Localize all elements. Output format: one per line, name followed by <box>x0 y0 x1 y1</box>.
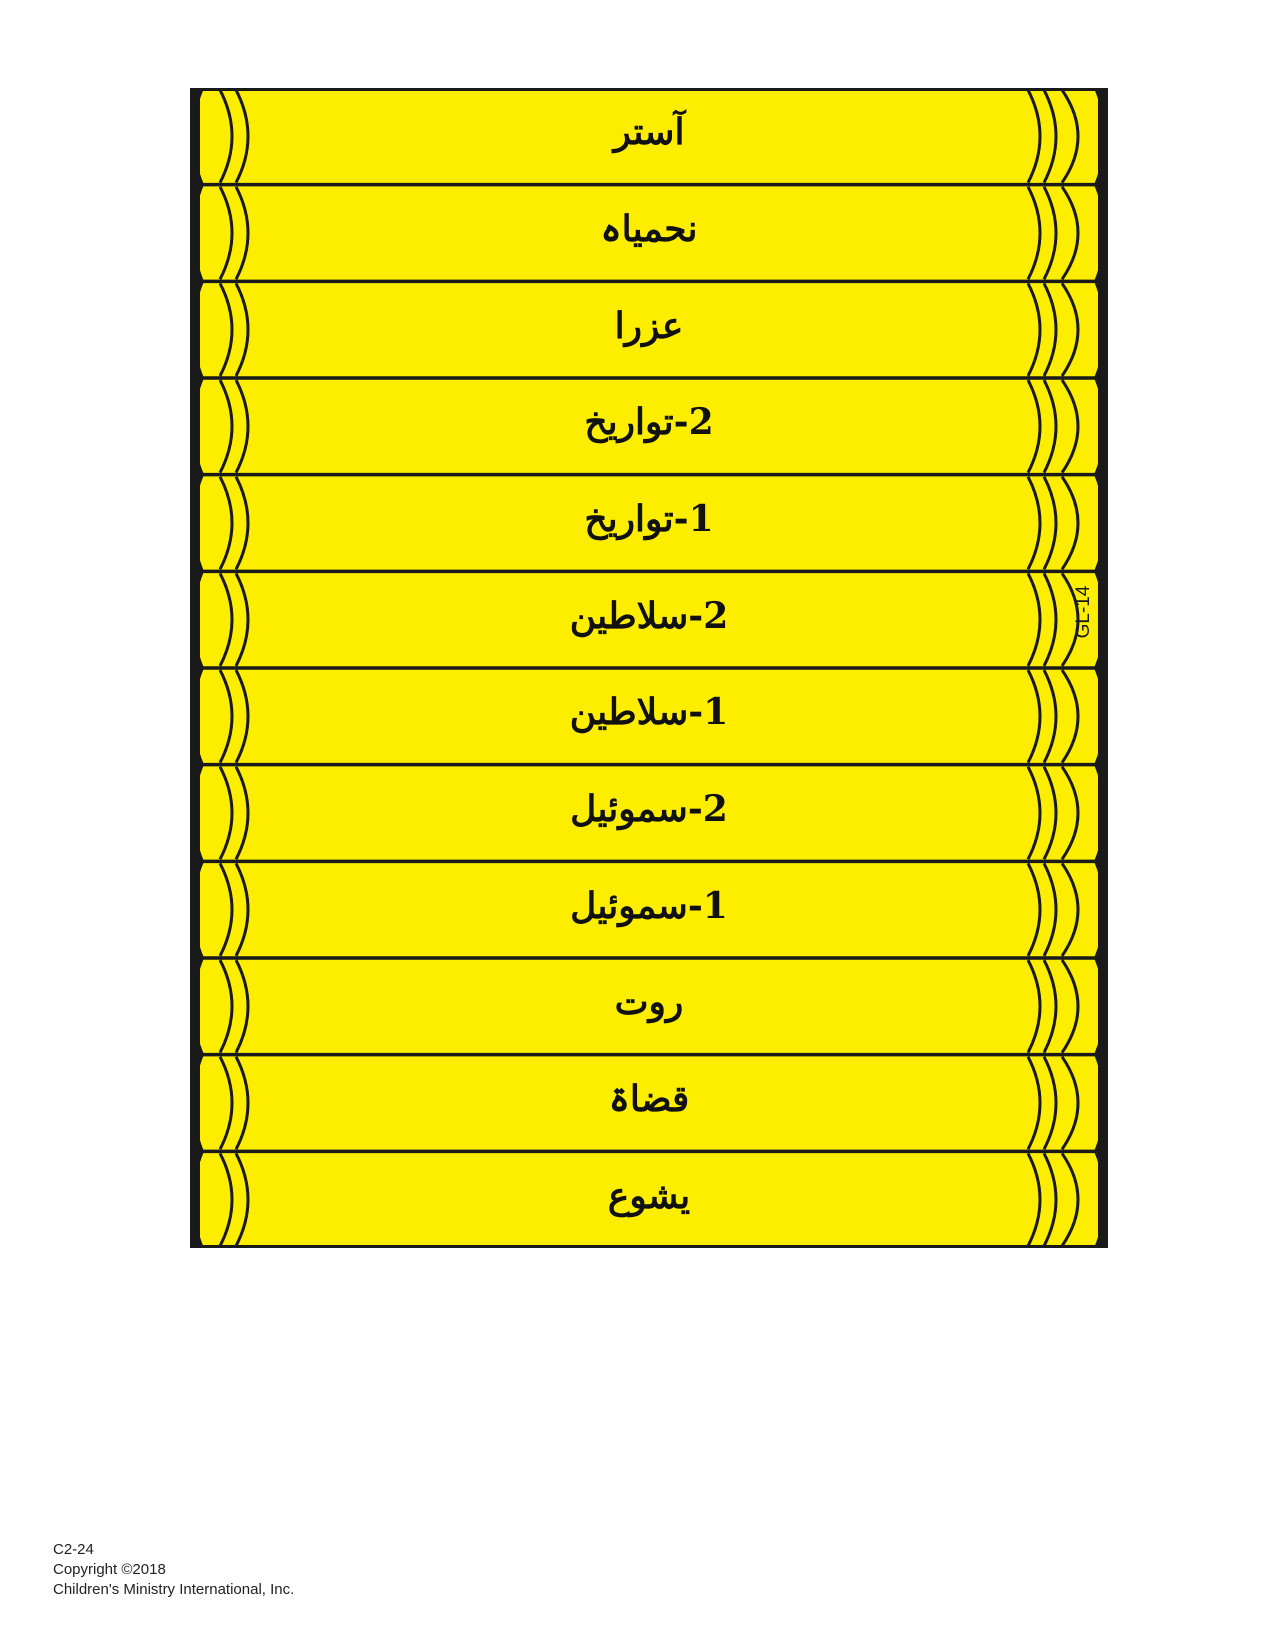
footer-publisher: Children's Ministry International, Inc. <box>53 1581 295 1598</box>
book-title: یشوع <box>607 1174 691 1217</box>
book-title: نحمیاہ <box>600 208 698 250</box>
book-title: 2-سلاطین <box>569 594 729 637</box>
sheet-code-label: GL-14 <box>1073 585 1094 639</box>
book-spine-sheet <box>190 88 1108 1248</box>
footer-copyright: Copyright ©2018 <box>53 1561 166 1578</box>
book-title: آستر <box>613 111 685 154</box>
book-title: روت <box>614 981 684 1024</box>
book-title: 2-تواریخ <box>584 401 714 444</box>
book-title: 2-سموئیل <box>570 788 728 830</box>
footer-page-code: C2-24 <box>53 1541 94 1558</box>
book-title: عزرا <box>614 304 684 347</box>
book-title: قضاۃ <box>608 1078 690 1120</box>
book-title: 1-سلاطین <box>569 691 729 734</box>
book-title: 1-سموئیل <box>570 884 728 927</box>
footer <box>53 1540 294 1600</box>
book-title: 1-تواریخ <box>584 498 714 540</box>
book-spines-drawing <box>190 88 1108 1248</box>
